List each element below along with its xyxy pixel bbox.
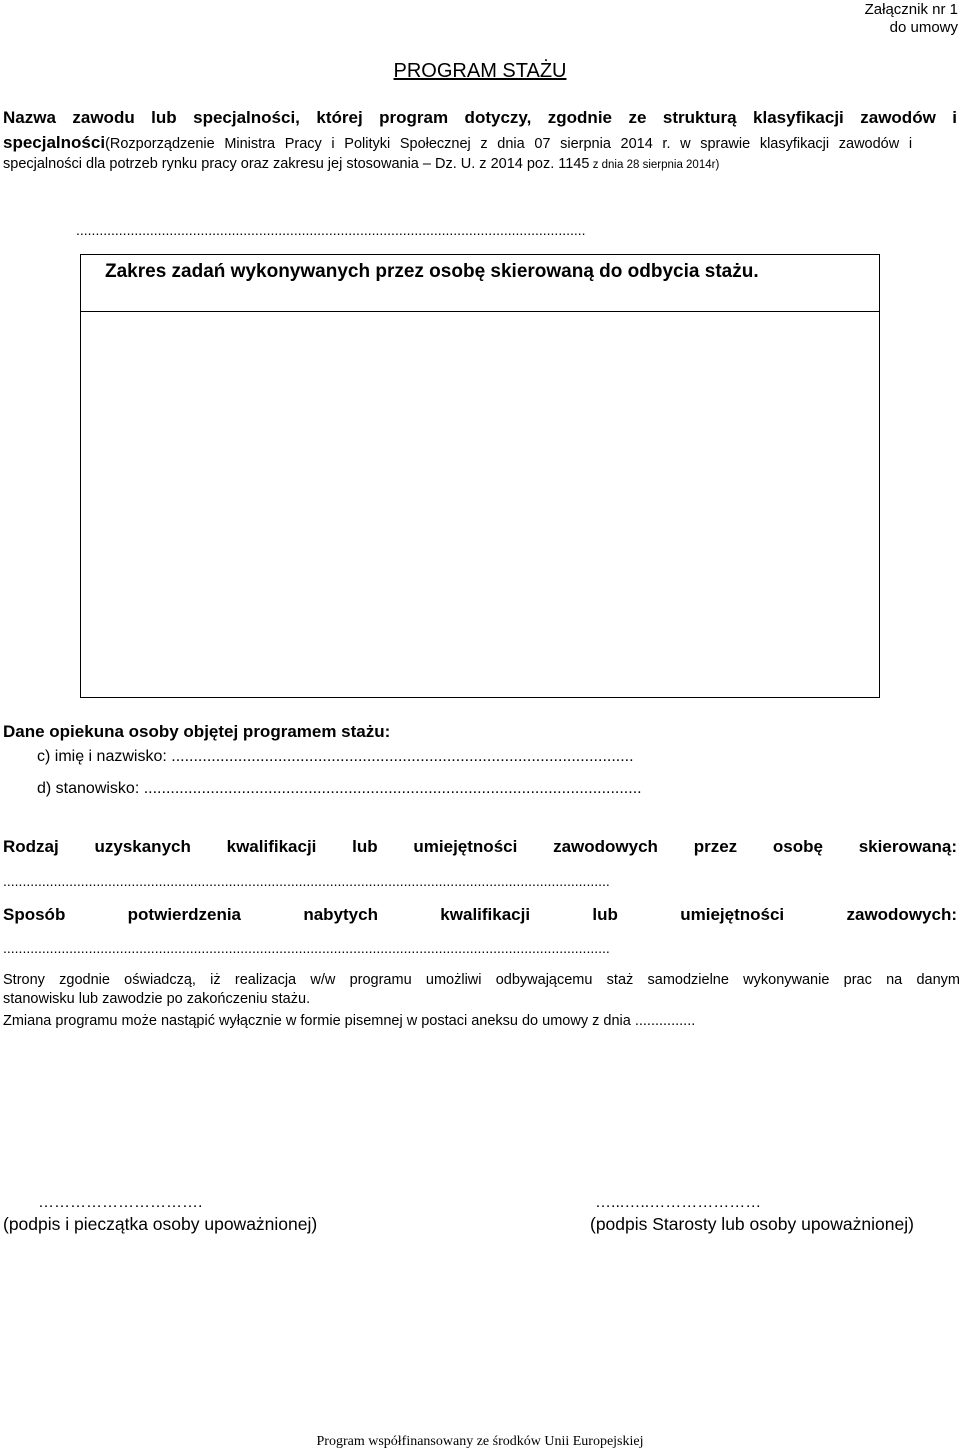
- confirmation-heading: Sposób potwierdzenia nabytych kwalifikacji lub umiejętności zawodowych:: [3, 905, 957, 924]
- tasks-heading: Zakres zadań wykonywanych przez osobę skierowaną do odbycia stażu.: [105, 261, 759, 282]
- profession-input-dots[interactable]: ...................................................................................................................................: [76, 222, 586, 238]
- regulation-date: z dnia 28 sierpnia 2014r): [589, 159, 720, 171]
- regulation-text: (Rozporządzenie Ministra Pracy i Polityki Społecznej z dnia 07 sierpnia 2014 r. w sprawie klasyfikacji zawodów i: [105, 136, 913, 152]
- confirmation-input-dots[interactable]: ............................................................................................................................................................: [3, 940, 610, 956]
- profession-regulation: [3, 133, 957, 153]
- tasks-box[interactable]: [80, 311, 880, 698]
- annex-label: Załącznik nr 1: [864, 1, 958, 18]
- signature-right-label: (podpis Starosty lub osoby upoważnionej): [590, 1214, 914, 1234]
- signature-right-line[interactable]: …...…..…………………: [595, 1194, 762, 1211]
- qualifications-input-dots[interactable]: ............................................................................................................................................................: [3, 873, 610, 889]
- signature-left-line[interactable]: ………………………….: [38, 1194, 203, 1211]
- tasks-heading-box: [80, 254, 880, 312]
- annex-subtitle: do umowy: [889, 19, 958, 36]
- footer-note: Program współfinansowany ze środków Unii Europejskiej: [316, 1434, 644, 1449]
- profession-heading-cont: specjalności: [3, 133, 106, 152]
- signature-left-label: (podpis i pieczątka osoby upoważnionej): [3, 1214, 318, 1234]
- supervisor-heading: Dane opiekuna osoby objętej programem stażu:: [3, 722, 391, 741]
- regulation-line3: [3, 156, 957, 172]
- supervisor-position-field[interactable]: d) stanowisko: ................................................................................................................: [37, 780, 642, 797]
- document-title: PROGRAM STAŻU: [393, 60, 567, 82]
- statement-line1: Strony zgodnie oświadczą, iż realizacja w/w programu umożliwi odbywającemu staż samodzielne wykonywanie prac na danym: [3, 972, 960, 988]
- regulation-scope: specjalności dla potrzeb rynku pracy oraz zakresu jej stosowania: [3, 156, 423, 172]
- statement-amendment: Zmiana programu może nastąpić wyłącznie w formie pisemnej w postaci aneksu do umowy z dnia ...............: [3, 1013, 696, 1029]
- qualifications-heading: Rodzaj uzyskanych kwalifikacji lub umiejętności zawodowych przez osobę skierowaną:: [3, 837, 957, 856]
- supervisor-name-field[interactable]: c) imię i nazwisko: ........................................................................................................: [37, 748, 634, 765]
- profession-heading: Nazwa zawodu lub specjalności, której program dotyczy, zgodnie ze strukturą klasyfikacji zawodów i: [3, 108, 957, 127]
- statement-line2: stanowisku lub zawodzie po zakończeniu stażu.: [3, 991, 311, 1007]
- regulation-reference: – Dz. U. z 2014 poz. 1145: [422, 156, 590, 172]
